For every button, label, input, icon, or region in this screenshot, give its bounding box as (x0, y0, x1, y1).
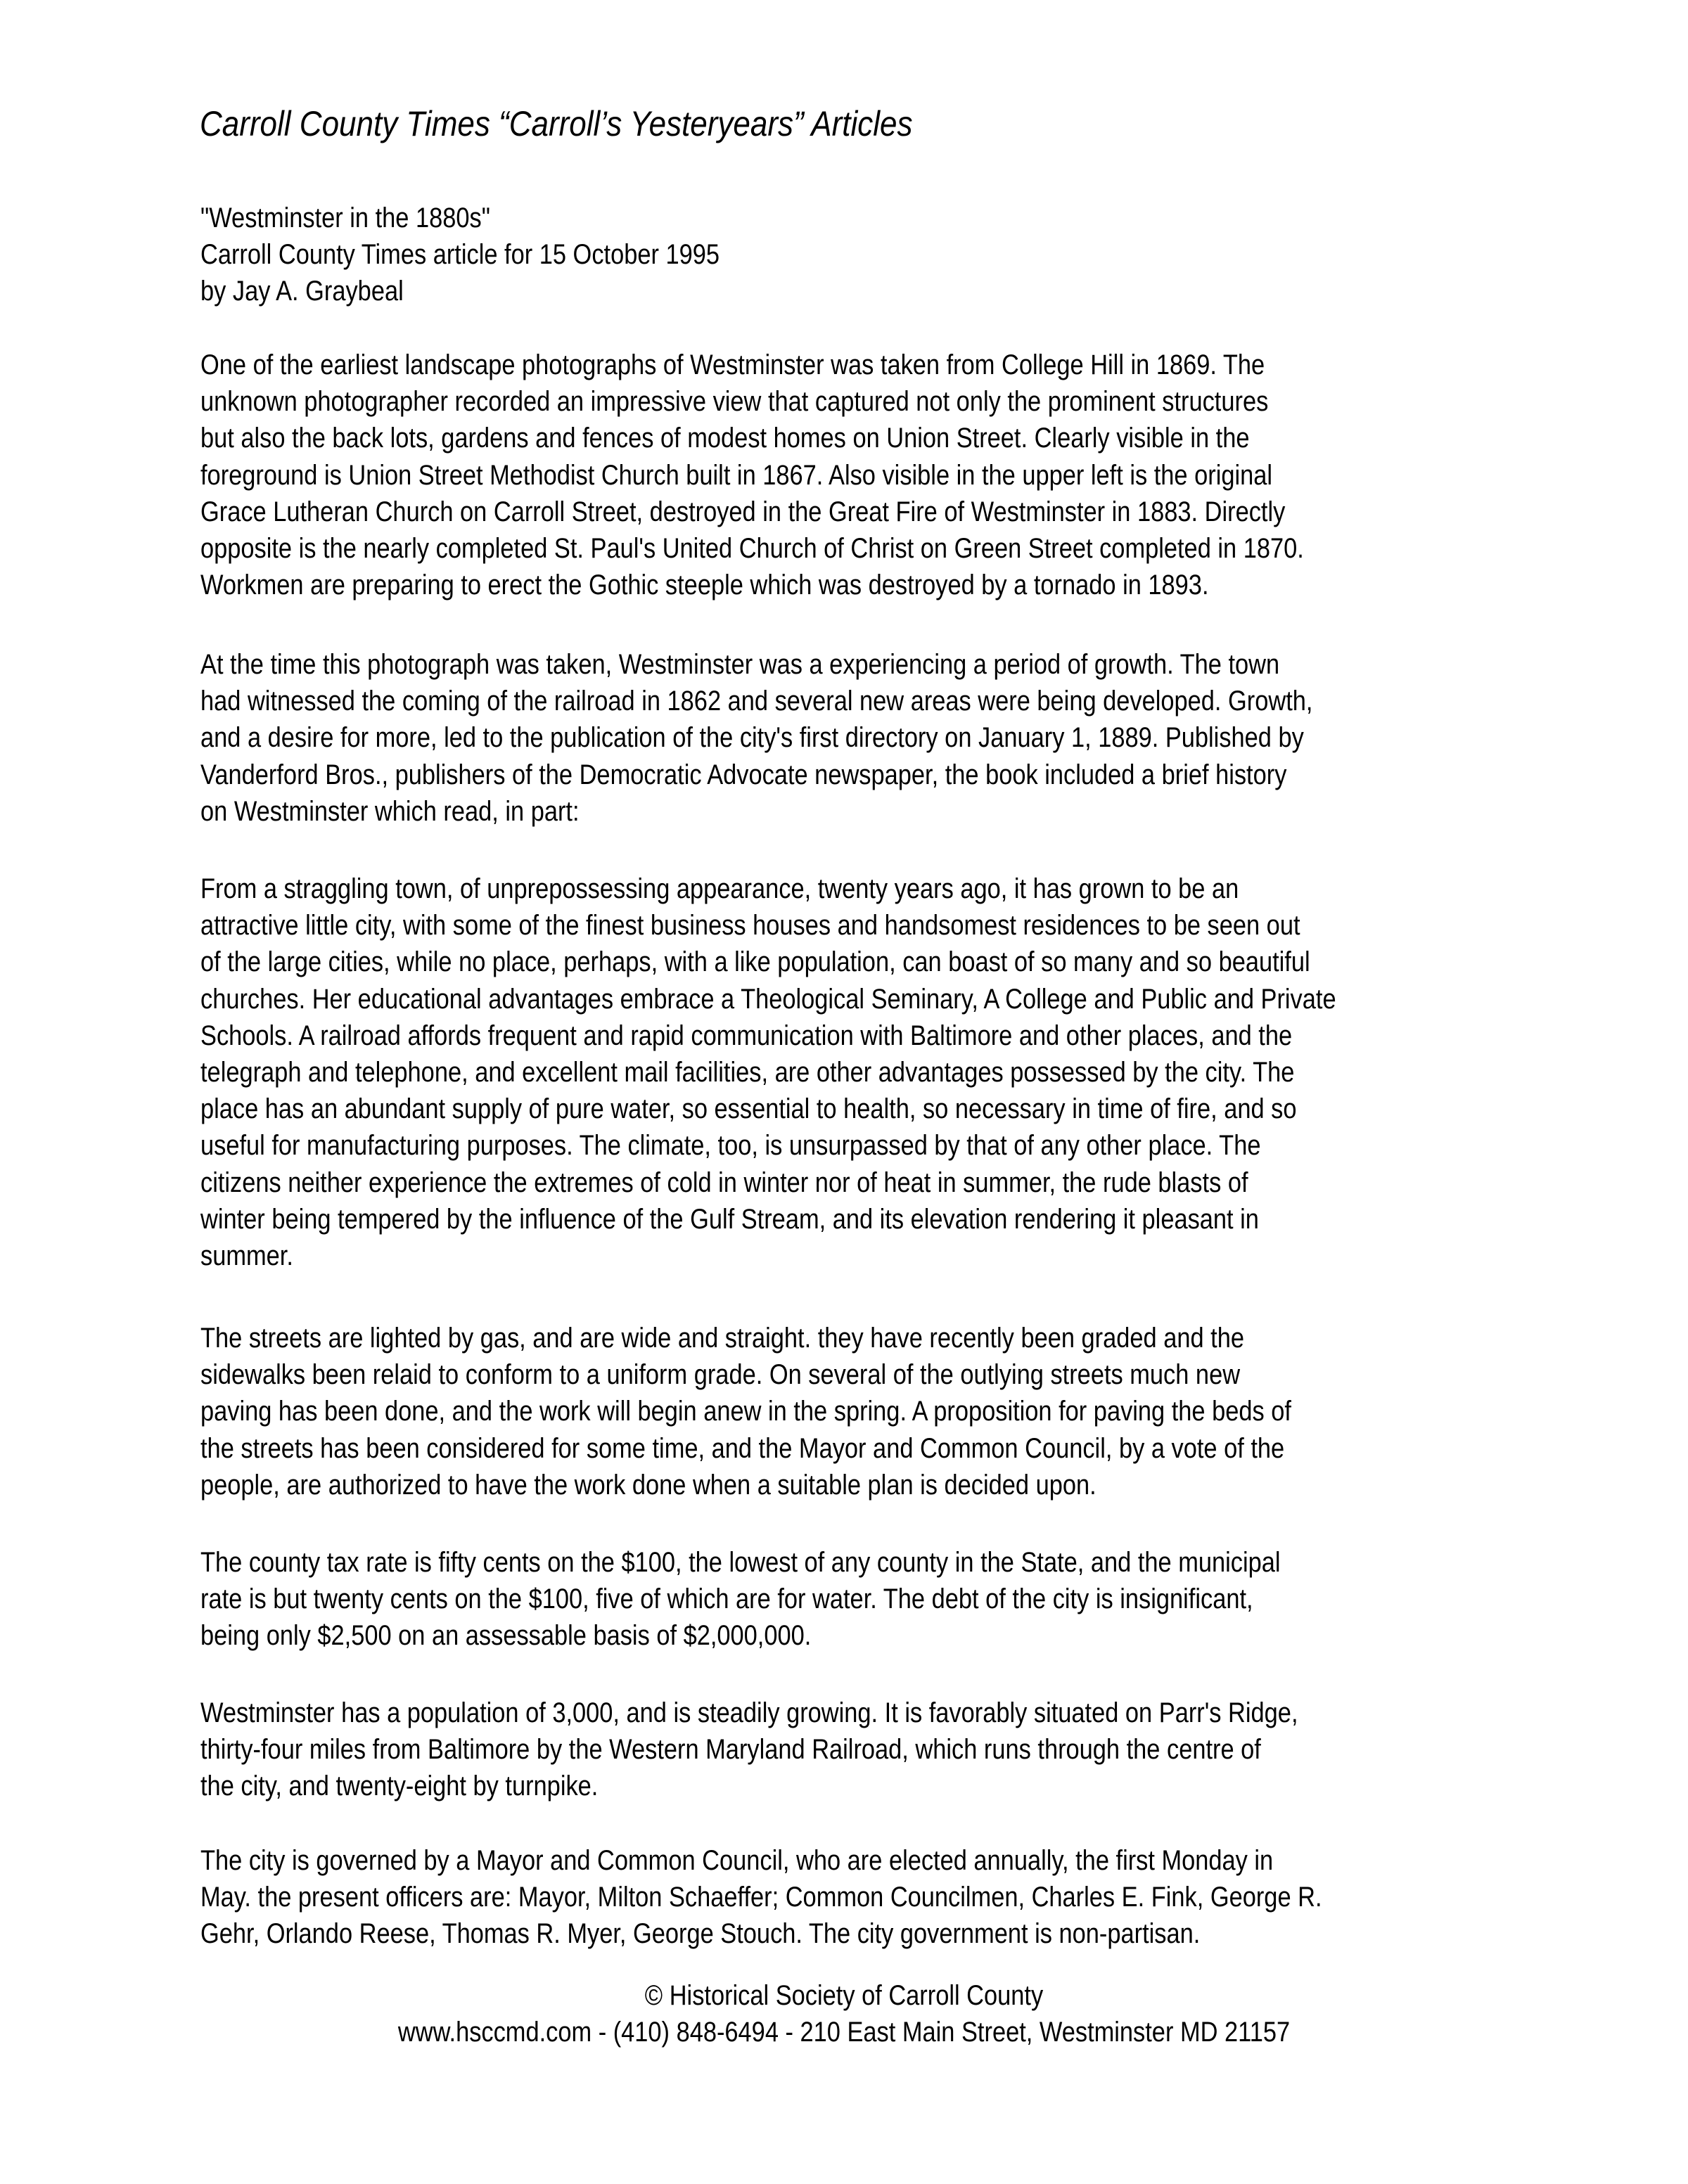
paragraph-2 (200, 646, 1537, 830)
paragraph-line: May. the present officers are: Mayor, Milton Schaeffer; Common Councilmen, Charles E. Fink, George R. (200, 1882, 1322, 1913)
footer-contact (118, 2014, 1570, 2050)
footer-copyright: © Historical Society of Carroll County (644, 1980, 1044, 2011)
paragraph-line: The streets are lighted by gas, and are wide and straight. they have recently been graded and the (200, 1323, 1244, 1354)
footer-separator: - (778, 2017, 800, 2048)
paragraph-line: telegraph and telephone, and excellent mail facilities, are other advantages possessed by the city. The (200, 1056, 1295, 1088)
article-meta (200, 200, 1537, 310)
paragraph-line: Gehr, Orlando Reese, Thomas R. Myer, George Stouch. The city government is non-partisan. (200, 1918, 1201, 1950)
paragraph-line: paving has been done, and the work will begin anew in the spring. A proposition for paving the beds of (200, 1396, 1291, 1427)
paragraph-line: the streets has been considered for some time, and the Mayor and Common Council, by a vote of the (200, 1432, 1285, 1464)
paragraph-line: on Westminster which read, in part: (200, 795, 580, 827)
paragraph-line: of the large cities, while no place, perhaps, with a like population, can boast of so many and so beautiful (200, 946, 1310, 978)
paragraph-7 (200, 1842, 1537, 1953)
publication-line: Carroll County Times article for 15 October 1995 (200, 239, 720, 271)
paragraph-line: place has an abundant supply of pure water, so essential to health, so necessary in time of fire, and so (200, 1093, 1297, 1125)
paragraph-line: rate is but twenty cents on the $100, five of which are for water. The debt of the city is insignificant, (200, 1584, 1253, 1615)
paragraph-line: useful for manufacturing purposes. The climate, too, is unsurpassed by that of any other place. The (200, 1130, 1261, 1162)
footer-website-link[interactable]: www.hsccmd.com (397, 2017, 592, 2048)
footer-phone: (410) 848-6494 (613, 2017, 779, 2048)
paragraph-line: From a straggling town, of unprepossessing appearance, twenty years ago, it has grown to be an (200, 873, 1239, 904)
paragraph-line: but also the back lots, gardens and fences of modest homes on Union Street. Clearly visible in the (200, 423, 1250, 454)
series-header-title: Carroll County Times “Carroll’s Yesteryears” Articles (200, 104, 913, 143)
paragraph-4 (200, 1320, 1537, 1503)
paragraph-line: Vanderford Bros., publishers of the Democratic Advocate newspaper, the book included a brief history (200, 759, 1287, 790)
paragraph-line: winter being tempered by the influence of the Gulf Stream, and its elevation rendering it pleasant in (200, 1203, 1259, 1235)
paragraph-line: Workmen are preparing to erect the Gothic steeple which was destroyed by a tornado in 1893. (200, 570, 1209, 601)
page-footer (0, 1977, 1688, 2050)
paragraph-3-quote (200, 871, 1537, 1274)
paragraph-line: attractive little city, with some of the finest business houses and handsomest residences to be seen out (200, 910, 1300, 942)
paragraph-line: opposite is the nearly completed St. Paul's United Church of Christ on Green Street completed in 1870. (200, 532, 1304, 564)
paragraph-line: One of the earliest landscape photographs of Westminster was taken from College Hill in 1869. The (200, 349, 1265, 380)
paragraph-line: Schools. A railroad affords frequent and rapid communication with Baltimore and other places, and the (200, 1020, 1293, 1051)
paragraph-line: being only $2,500 on an assessable basis of $2,000,000. (200, 1620, 812, 1652)
paragraph-line: churches. Her educational advantages embrace a Theological Seminary, A College and Public and Private (200, 983, 1336, 1015)
paragraph-line: Grace Lutheran Church on Carroll Street, destroyed in the Great Fire of Westminster in 1883. Directly (200, 496, 1286, 527)
paragraph-line: thirty-four miles from Baltimore by the Western Maryland Railroad, which runs through the centre of (200, 1734, 1261, 1766)
paragraph-line: the city, and twenty-eight by turnpike. (200, 1771, 599, 1802)
paragraph-line: Westminster has a population of 3,000, and is steadily growing. It is favorably situated on Parr's Ridge, (200, 1697, 1298, 1728)
paragraph-line: summer. (200, 1240, 293, 1271)
paragraph-line: The city is governed by a Mayor and Common Council, who are elected annually, the first Monday in (200, 1845, 1274, 1876)
paragraph-line: sidewalks been relaid to conform to a uniform grade. On several of the outlying streets much new (200, 1359, 1241, 1391)
article-title: "Westminster in the 1880s" (200, 203, 490, 233)
paragraph-line: citizens neither experience the extremes of cold in winter nor of heat in summer, the rude blasts of (200, 1167, 1248, 1198)
paragraph-line: The county tax rate is fifty cents on the $100, the lowest of any county in the State, and the municipal (200, 1547, 1281, 1578)
paragraph-line: had witnessed the coming of the railroad in 1862 and several new areas were being developed. Growth, (200, 686, 1313, 717)
paragraph-line: and a desire for more, led to the publication of the city's first directory on January 1, 1889. Published by (200, 722, 1304, 754)
paragraph-6 (200, 1695, 1537, 1805)
paragraph-line: foreground is Union Street Methodist Church built in 1867. Also visible in the upper left is the original (200, 459, 1273, 491)
paragraph-5 (200, 1544, 1537, 1655)
paragraph-line: unknown photographer recorded an impressive view that captured not only the prominent structures (200, 386, 1269, 418)
byline: by Jay A. Graybeal (200, 276, 404, 307)
paragraph-line: At the time this photograph was taken, Westminster was a experiencing a period of growth. The town (200, 649, 1280, 680)
paragraph-line: people, are authorized to have the work done when a suitable plan is decided upon. (200, 1469, 1096, 1501)
footer-address: 210 East Main Street, Westminster MD 21157 (800, 2017, 1291, 2048)
footer-separator: - (592, 2017, 613, 2048)
paragraph-1 (200, 347, 1537, 603)
